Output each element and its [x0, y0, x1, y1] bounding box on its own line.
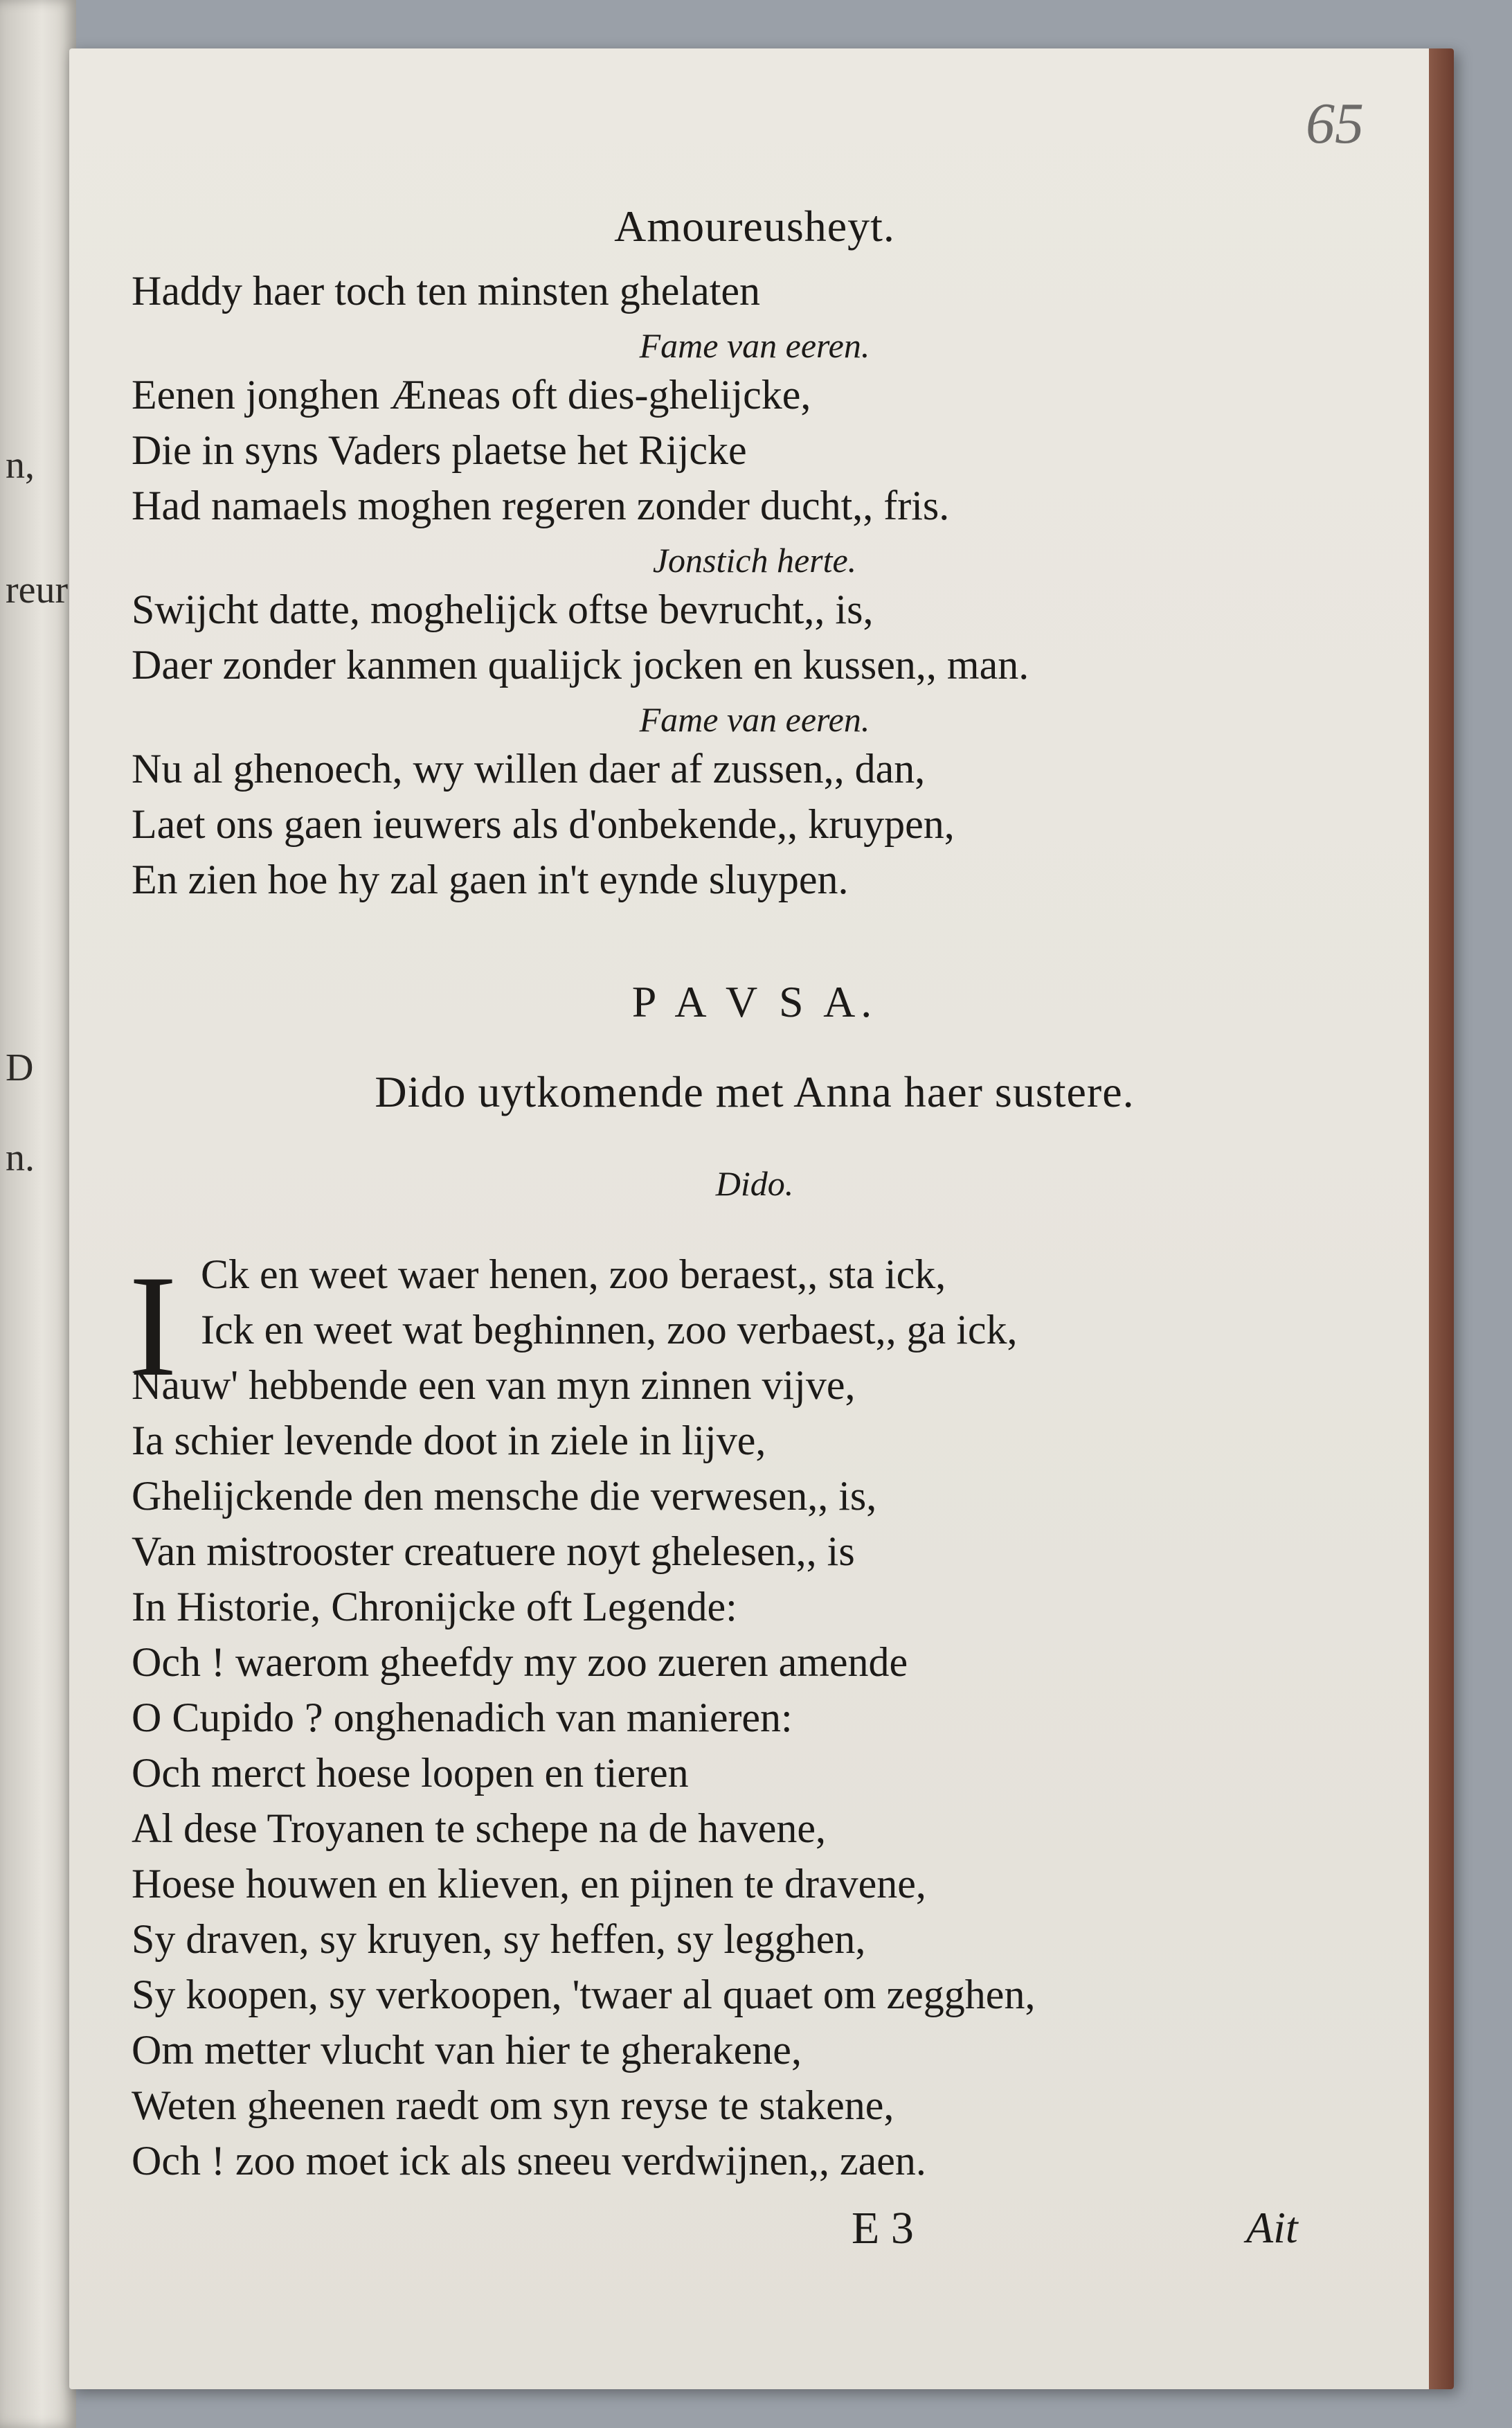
scene-heading: Dido uytkomende met Anna haer sustere. — [375, 1067, 1135, 1116]
verse-line: Nu al ghenoech, wy willen daer af zussen,, dan, — [132, 746, 926, 792]
facing-page-fragment: D — [6, 1046, 34, 1089]
speaker-label: Jonstich herte. — [652, 541, 857, 580]
pausa-heading: P A V S A. — [631, 977, 878, 1026]
speaker-label: Dido. — [715, 1164, 794, 1203]
verse-line: Swijcht datte, moghelijck oftse bevrucht,, is, — [132, 587, 874, 632]
verse-line: Had namaels moghen regeren zonder ducht,, fris. — [132, 483, 950, 528]
facing-page-fragment: reur — [6, 569, 69, 612]
signature-mark: E 3 — [852, 2203, 914, 2253]
verse-line: Eenen jonghen Æneas oft dies-ghelijcke, — [132, 372, 811, 418]
verse-line: Sy koopen, sy verkoopen, 'twaer al quaet om zegghen, — [132, 1972, 1036, 2017]
speaker-label: Fame van eeren. — [639, 700, 870, 739]
verse-line: Weten gheenen raedt om syn reyse te stakene, — [132, 2082, 894, 2128]
page-edge-binding — [1429, 48, 1454, 2389]
verse-line: Och merct hoese loopen en tieren — [132, 1750, 689, 1796]
verse-line: Ck en weet waer henen, zoo beraest,, sta ick, — [201, 1251, 946, 1297]
verse-line: Laet ons gaen ieuwers als d'onbekende,, kruypen, — [132, 801, 955, 847]
verse-line: Och ! zoo moet ick als sneeu verdwijnen,, zaen. — [132, 2138, 926, 2184]
verse-line: Al dese Troyanen te schepe na de havene, — [132, 1805, 827, 1851]
page-title: Amoureusheyt. — [614, 202, 895, 251]
verse-line: Ghelijckende den mensche die verwesen,, is, — [132, 1473, 877, 1519]
facing-page-fragment: n, — [6, 444, 35, 487]
verse-line: Nauw' hebbende een van myn zinnen vijve, — [132, 1362, 856, 1408]
book-page — [69, 48, 1454, 2389]
verse-line: Hoese houwen en klieven, en pijnen te dravene, — [132, 1861, 926, 1907]
verse-line: In Historie, Chronijcke oft Legende: — [132, 1584, 737, 1630]
verse-line: Om metter vlucht van hier te gherakene, — [132, 2027, 802, 2073]
verse-line: Die in syns Vaders plaetse het Rijcke — [132, 427, 747, 473]
drop-capital: I — [129, 1246, 177, 1407]
speaker-label: Fame van eeren. — [639, 326, 870, 365]
verse-line: Van mistrooster creatuere noyt ghelesen,, is — [132, 1528, 855, 1574]
verse-line: Och ! waerom gheefdy my zoo zueren amende — [132, 1639, 908, 1685]
page-content — [104, 48, 1405, 2389]
facing-page-fragment: n. — [6, 1136, 35, 1179]
verse-line: Haddy haer toch ten minsten ghelaten — [132, 268, 761, 314]
pencil-page-number: 65 — [1306, 91, 1364, 156]
verse-line: Daer zonder kanmen qualijck jocken en kussen,, man. — [132, 642, 1029, 688]
verse-line: En zien hoe hy zal gaen in't eynde sluypen. — [132, 857, 849, 902]
verse-line: Ia schier levende doot in ziele in lijve, — [132, 1418, 766, 1463]
catchword: Ait — [1246, 2203, 1298, 2252]
verse-line: Sy draven, sy kruyen, sy heffen, sy legghen, — [132, 1916, 866, 1962]
verse-line: Ick en weet wat beghinnen, zoo verbaest,, ga ick, — [201, 1307, 1018, 1353]
facing-page-edge — [0, 0, 76, 2428]
verse-line: O Cupido ? onghenadich van manieren: — [132, 1695, 793, 1740]
